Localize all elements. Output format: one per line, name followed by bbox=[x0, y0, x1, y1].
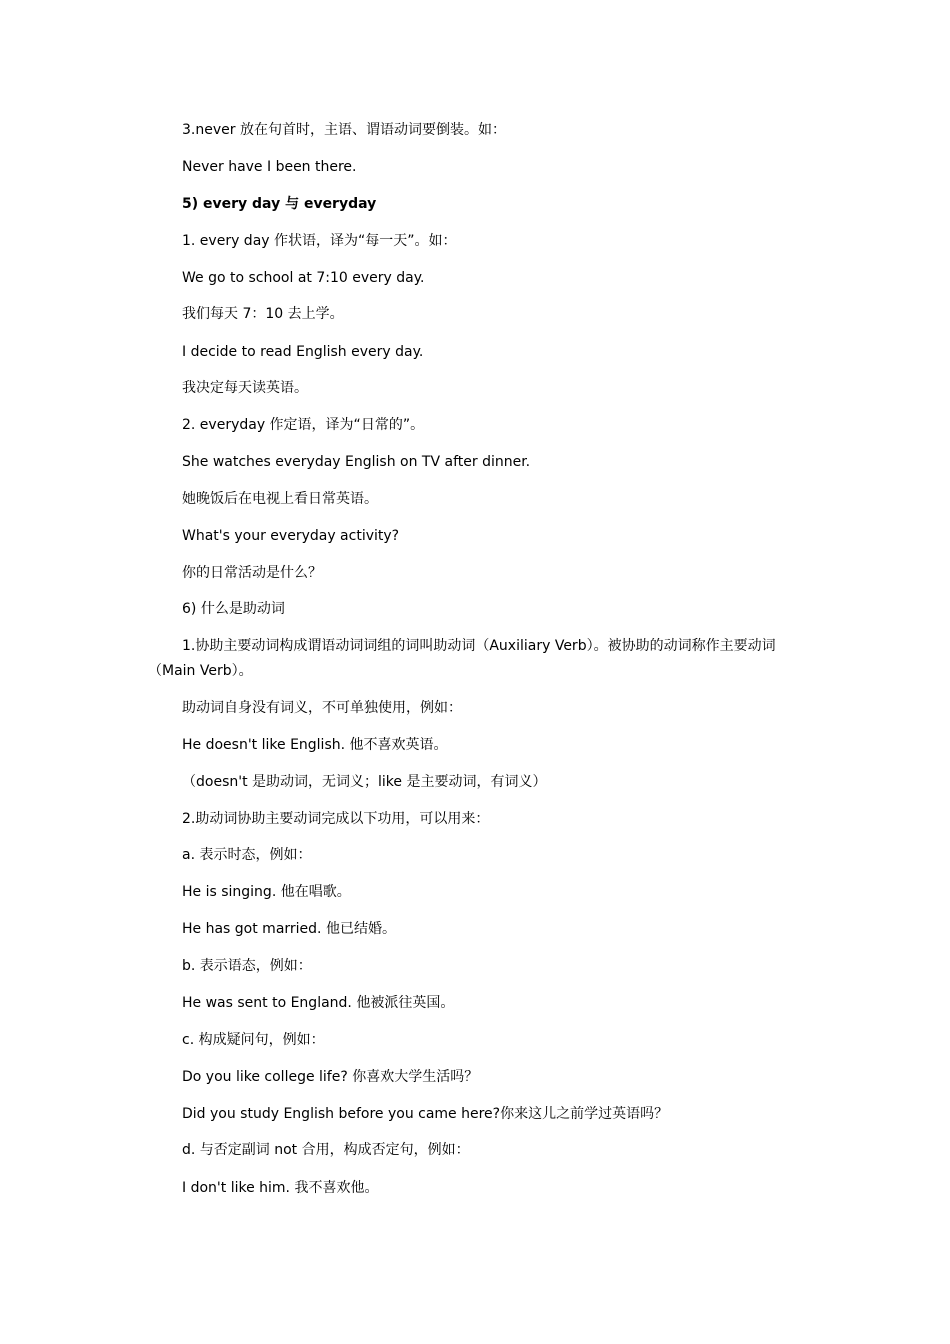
example-sentence: I decide to read English every day. bbox=[182, 344, 424, 360]
example-translation: 我决定每天读英语。 bbox=[182, 380, 308, 396]
example-sentence: Do you like college life? 你喜欢大学生活吗？ bbox=[182, 1069, 479, 1085]
example-sentence: She watches everyday English on TV after dinner. bbox=[182, 454, 531, 470]
example-sentence: What's your everyday activity? bbox=[182, 528, 400, 544]
rule-everyday: 2. everyday 作定语，译为“日常的”。 bbox=[182, 417, 425, 433]
example-note: （doesn't 是助动词，无词义；like 是主要动词，有词义） bbox=[182, 774, 547, 790]
function-item-negation: d. 与否定副词 not 合用，构成否定句，例如： bbox=[182, 1142, 470, 1158]
function-item-voice: b. 表示语态，例如： bbox=[182, 958, 312, 974]
example-sentence: I don't like him. 我不喜欢他。 bbox=[182, 1180, 379, 1196]
function-item-tense: a. 表示时态，例如： bbox=[182, 847, 312, 863]
paragraph-never-inversion: 3.never 放在句首时，主语、谓语动词要倒装。如： bbox=[182, 122, 506, 138]
paragraph-auxiliary-functions: 2.助动词协助主要动词完成以下功用，可以用来： bbox=[182, 811, 490, 827]
example-sentence: We go to school at 7:10 every day. bbox=[182, 270, 425, 286]
paragraph-auxiliary-definition: 1.协助主要动词构成谓语动词词组的词叫助动词（Auxiliary Verb）。被协助的动词称作主要动词 bbox=[182, 638, 776, 654]
section-heading-auxiliary-verbs: 6) 什么是助动词 bbox=[182, 601, 285, 617]
example-sentence: Never have I been there. bbox=[182, 159, 357, 175]
example-sentence: He doesn't like English. 他不喜欢英语。 bbox=[182, 737, 448, 753]
example-sentence: Did you study English before you came here?你来这儿之前学过英语吗？ bbox=[182, 1106, 669, 1122]
paragraph-auxiliary-definition-continued: （Main Verb）。 bbox=[148, 663, 253, 679]
example-sentence: He is singing. 他在唱歌。 bbox=[182, 884, 351, 900]
rule-every-day: 1. every day 作状语，译为“每一天”。如： bbox=[182, 233, 457, 249]
example-sentence: He was sent to England. 他被派往英国。 bbox=[182, 995, 455, 1011]
section-heading-every-day: 5) every day 与 everyday bbox=[182, 196, 377, 212]
example-sentence: He has got married. 他已结婚。 bbox=[182, 921, 396, 937]
example-translation: 你的日常活动是什么？ bbox=[182, 565, 322, 581]
function-item-question: c. 构成疑问句，例如： bbox=[182, 1032, 325, 1048]
example-translation: 我们每天 7：10 去上学。 bbox=[182, 306, 344, 322]
example-translation: 她晚饭后在电视上看日常英语。 bbox=[182, 491, 378, 507]
paragraph-no-meaning: 助动词自身没有词义，不可单独使用，例如： bbox=[182, 700, 462, 716]
